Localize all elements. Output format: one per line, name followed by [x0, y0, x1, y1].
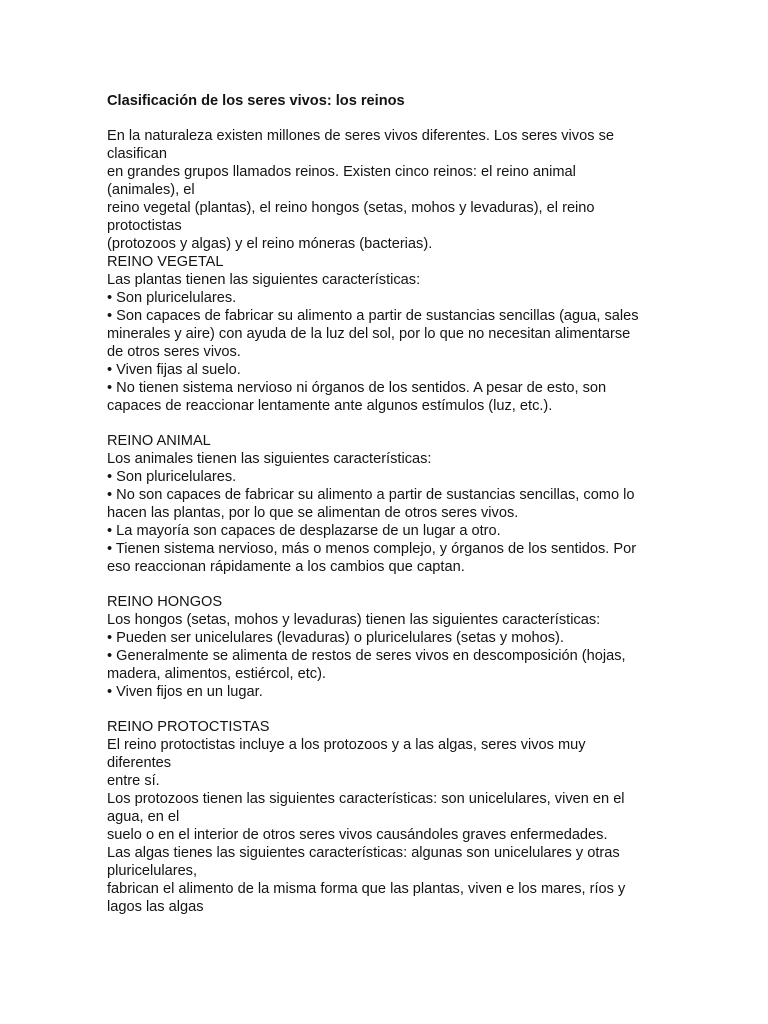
text-line: diferentes	[107, 755, 172, 771]
text-line: (protozoos y algas) y el reino móneras (bacterias).	[107, 236, 433, 252]
text-line: (animales), el	[107, 182, 195, 198]
text-line: • Son pluricelulares.	[107, 290, 237, 306]
text-line: en grandes grupos llamados reinos. Existen cinco reinos: el reino animal	[107, 164, 576, 180]
text-line: fabrican el alimento de la misma forma que las plantas, viven e los mares, ríos y	[107, 881, 626, 897]
text-line: • No tienen sistema nervioso ni órganos de los sentidos. A pesar de esto, son	[107, 380, 607, 396]
spacer	[107, 701, 667, 718]
text-line: lagos las algas	[107, 899, 204, 915]
text-line: Los protozoos tienen las siguientes características: son unicelulares, viven en el	[107, 791, 625, 807]
text-line: protoctistas	[107, 218, 182, 234]
spacer	[107, 110, 667, 127]
text-line: madera, alimentos, estiércol, etc).	[107, 666, 326, 682]
section-heading: REINO HONGOS	[107, 594, 223, 610]
text-line: • La mayoría son capaces de desplazarse de un lugar a otro.	[107, 523, 501, 539]
text-line: Los hongos (setas, mohos y levaduras) tienen las siguientes características:	[107, 612, 601, 628]
text-line: pluricelulares,	[107, 863, 198, 879]
section-heading: REINO VEGETAL	[107, 254, 224, 270]
text-line: capaces de reaccionar lentamente ante algunos estímulos (luz, etc.).	[107, 398, 553, 414]
section-reino-hongos	[107, 593, 667, 701]
text-line: agua, en el	[107, 809, 180, 825]
section-reino-protoctistas	[107, 718, 667, 916]
section-heading: REINO PROTOCTISTAS	[107, 719, 270, 735]
section-reino-vegetal	[107, 253, 667, 415]
spacer	[107, 415, 667, 432]
text-line: Los animales tienen las siguientes características:	[107, 451, 432, 467]
text-line: • Tienen sistema nervioso, más o menos complejo, y órganos de los sentidos. Por	[107, 541, 637, 557]
intro-paragraph	[107, 127, 667, 253]
text-line: • Viven fijos en un lugar.	[107, 684, 263, 700]
document-title: Clasificación de los seres vivos: los reinos	[107, 93, 405, 109]
text-line: • Son pluricelulares.	[107, 469, 237, 485]
text-line: En la naturaleza existen millones de seres vivos diferentes. Los seres vivos se	[107, 128, 614, 144]
text-line: • Generalmente se alimenta de restos de seres vivos en descomposición (hojas,	[107, 648, 626, 664]
text-line: • Son capaces de fabricar su alimento a partir de sustancias sencillas (agua, sales	[107, 308, 639, 324]
section-heading: REINO ANIMAL	[107, 433, 211, 449]
text-line: • Viven fijas al suelo.	[107, 362, 241, 378]
text-line: • No son capaces de fabricar su alimento a partir de sustancias sencillas, como lo	[107, 487, 635, 503]
text-line: • Pueden ser unicelulares (levaduras) o pluricelulares (setas y mohos).	[107, 630, 564, 646]
text-line: suelo o en el interior de otros seres vivos causándoles graves enfermedades.	[107, 827, 608, 843]
text-line: de otros seres vivos.	[107, 344, 241, 360]
text-line: Las algas tienes las siguientes características: algunas son unicelulares y otras	[107, 845, 620, 861]
text-line: El reino protoctistas incluye a los protozoos y a las algas, seres vivos muy	[107, 737, 586, 753]
text-line: Las plantas tienen las siguientes características:	[107, 272, 421, 288]
text-line: entre sí.	[107, 773, 160, 789]
document-page	[107, 92, 667, 916]
text-line: minerales y aire) con ayuda de la luz del sol, por lo que no necesitan alimentarse	[107, 326, 631, 342]
text-line: eso reaccionan rápidamente a los cambios que captan.	[107, 559, 465, 575]
text-line: reino vegetal (plantas), el reino hongos (setas, mohos y levaduras), el reino	[107, 200, 595, 216]
spacer	[107, 576, 667, 593]
section-reino-animal	[107, 432, 667, 576]
text-line: clasifican	[107, 146, 168, 162]
text-line: hacen las plantas, por lo que se alimentan de otros seres vivos.	[107, 505, 519, 521]
